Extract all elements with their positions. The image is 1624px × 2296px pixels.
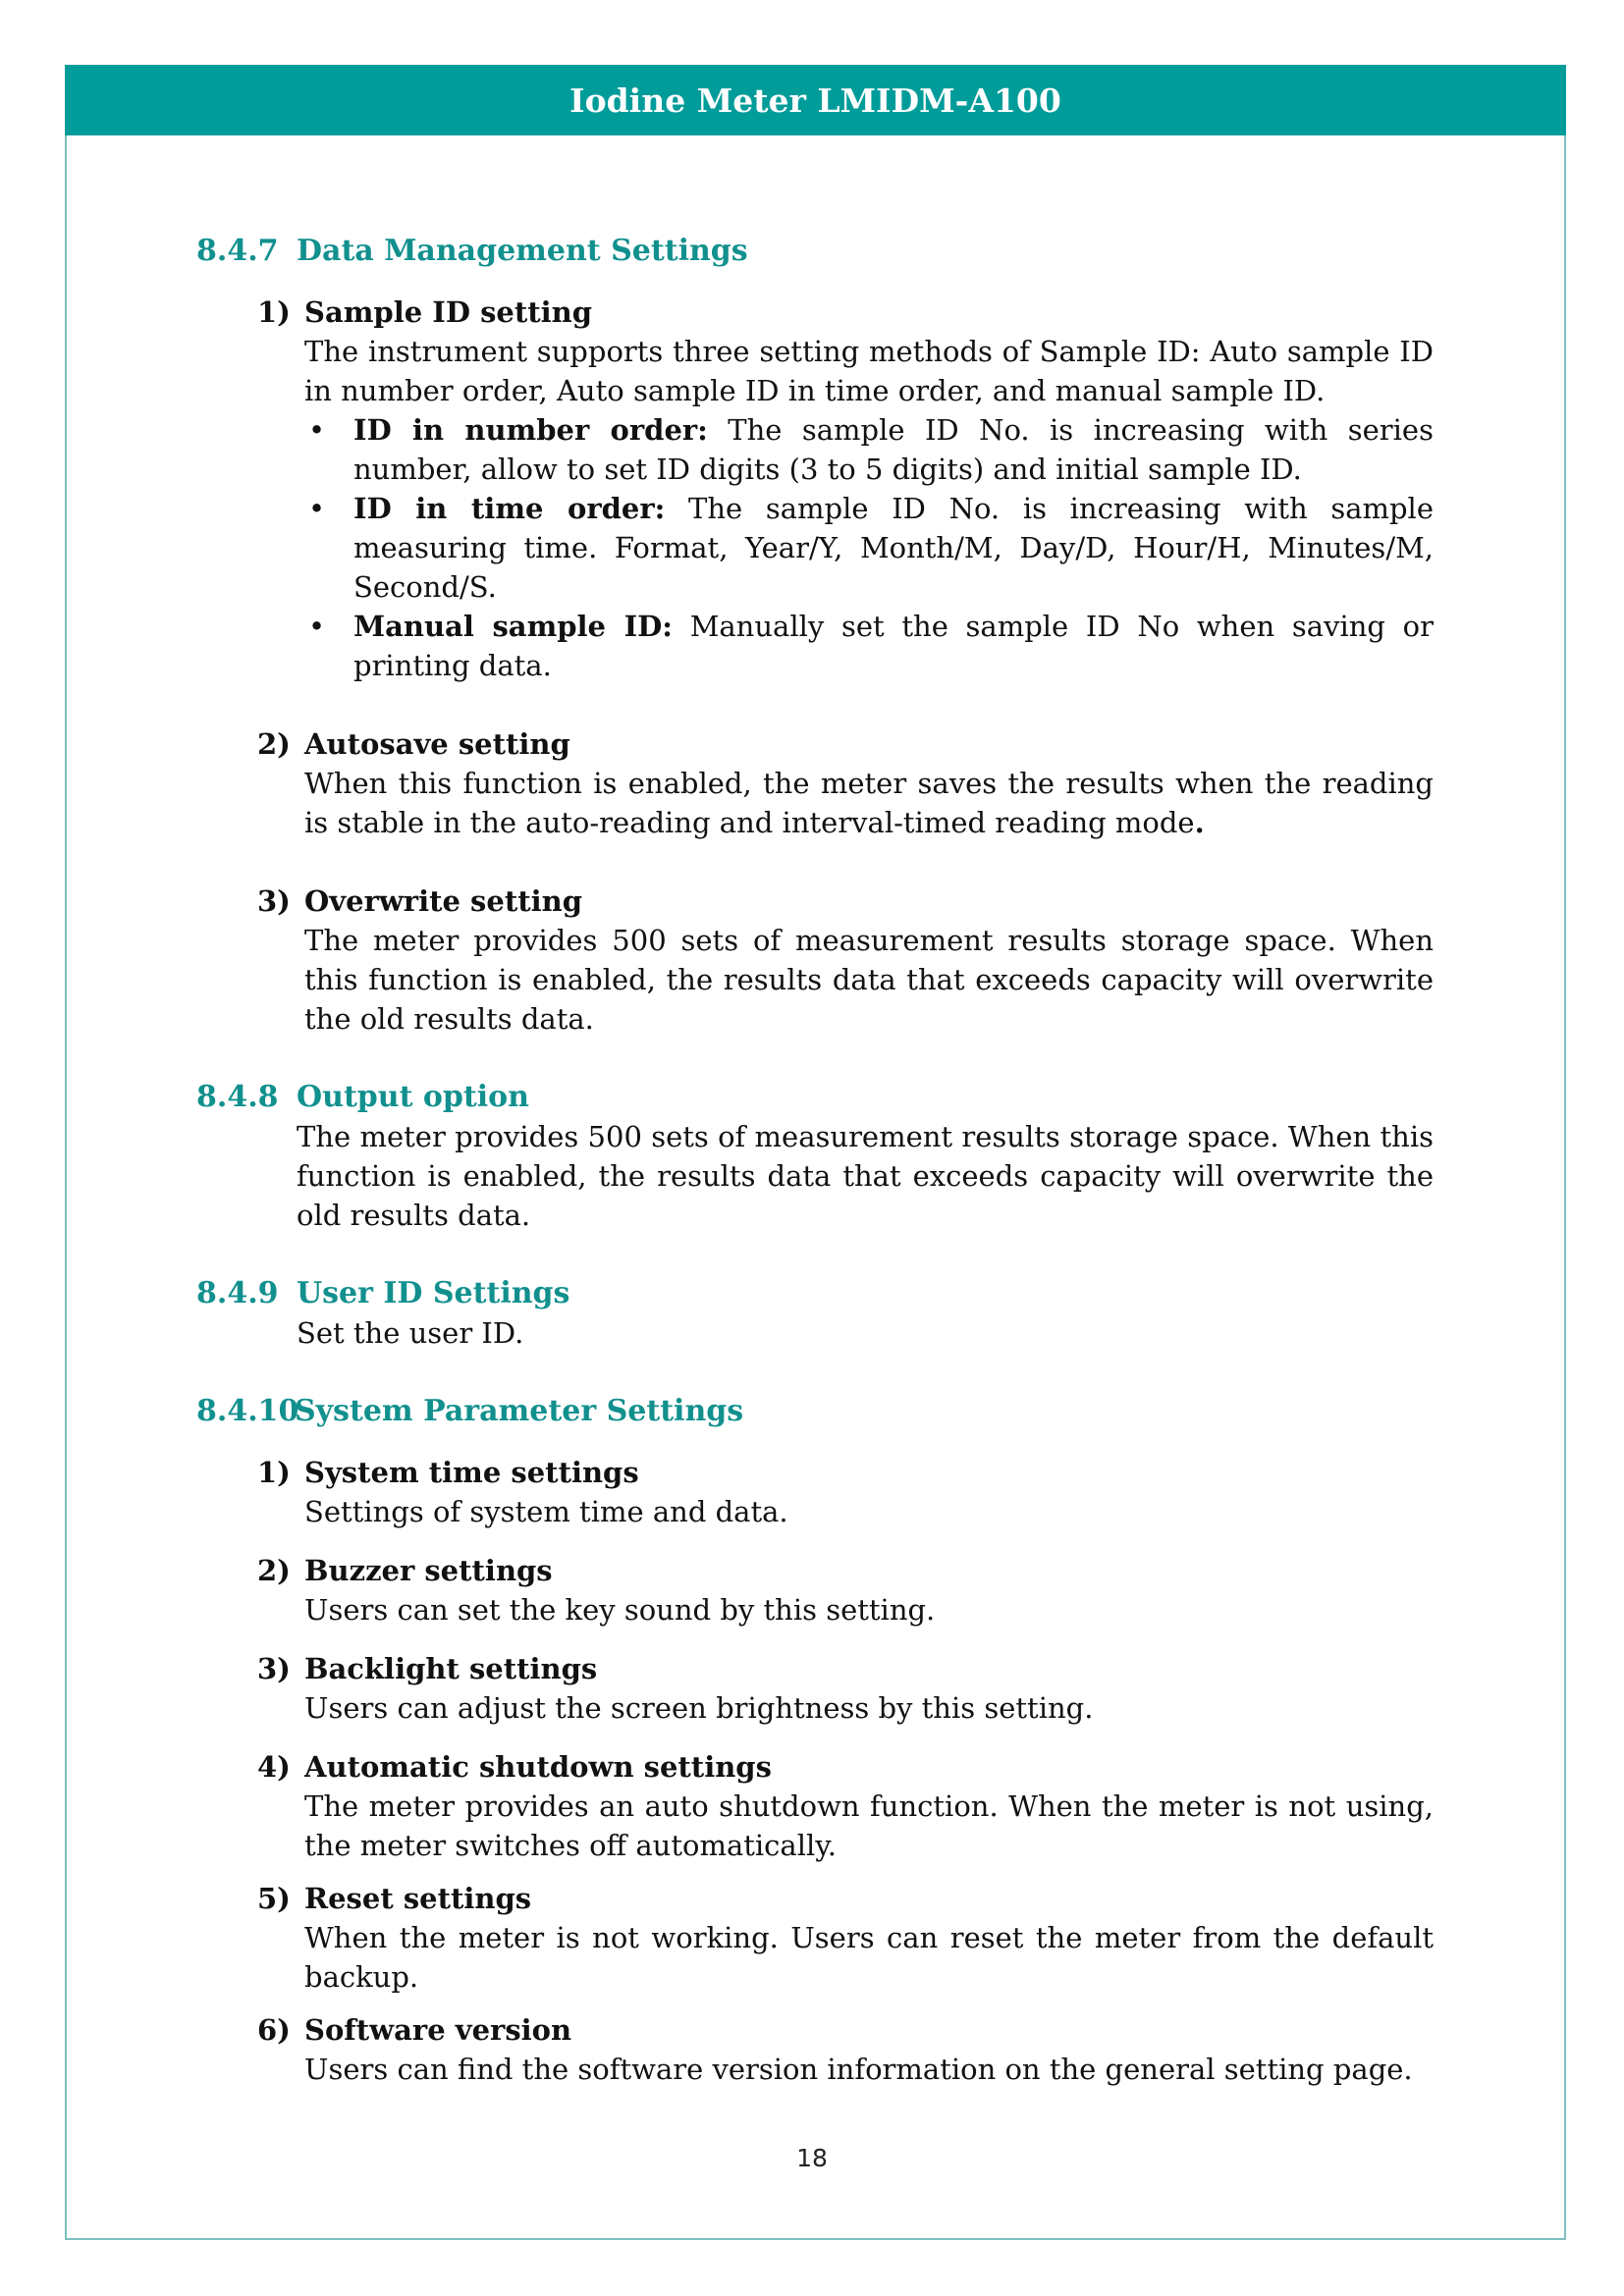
- list-item: [257, 293, 1434, 685]
- data-management-list: [257, 293, 1434, 1039]
- item-title: System time settings: [304, 1456, 639, 1489]
- item-number: 2): [257, 727, 291, 761]
- item-body: Users can adjust the screen brightness by this setting.: [304, 1691, 1094, 1725]
- section-number: 8.4.9: [196, 1276, 279, 1310]
- page-number: 18: [796, 2144, 828, 2172]
- document-body: [196, 232, 1434, 2089]
- bullet-icon: •: [308, 413, 326, 447]
- item-title: Sample ID setting: [304, 295, 593, 329]
- item-number: 1): [257, 295, 291, 329]
- item-number: 3): [257, 884, 291, 918]
- list-item: [257, 1551, 1434, 1629]
- section-number: 8.4.7: [196, 234, 279, 268]
- bullet-text: Manually set the sample ID No when saving or printing data.: [353, 610, 1434, 682]
- section-title: System Parameter Settings: [295, 1394, 744, 1428]
- item-body: [304, 764, 1434, 842]
- item-title: Automatic shutdown settings: [304, 1750, 772, 1784]
- item-body: Users can set the key sound by this setting.: [304, 1593, 936, 1627]
- bullet-label: ID in number order:: [353, 413, 708, 447]
- section-body: Set the user ID.: [297, 1316, 524, 1350]
- section-number: 8.4.10: [196, 1394, 299, 1428]
- item-body: The instrument supports three setting methods of Sample ID: Auto sample ID in number order, Auto sample ID in time order, and manual sample ID.: [304, 335, 1434, 407]
- item-number: 1): [257, 1456, 291, 1489]
- bullet-list: [304, 410, 1434, 685]
- bullet-item: [304, 607, 1434, 685]
- item-number: 6): [257, 2013, 291, 2047]
- section-body: The meter provides 500 sets of measurement results storage space. When this function is enabled, the results data that exceeds capacity will overwrite the old results data.: [297, 1120, 1434, 1232]
- bullet-label: Manual sample ID:: [353, 610, 673, 643]
- header-title: Iodine Meter LMIDM-A100: [569, 80, 1061, 120]
- item-title: Overwrite setting: [304, 884, 582, 918]
- item-title: Reset settings: [304, 1882, 532, 1915]
- item-title: Buzzer settings: [304, 1554, 553, 1587]
- list-item: [257, 1879, 1434, 1997]
- item-number: 3): [257, 1652, 291, 1685]
- section-heading-8-4-7: [196, 232, 1434, 271]
- section-number: 8.4.8: [196, 1080, 279, 1114]
- system-parameter-list: [257, 1453, 1434, 2089]
- bullet-item: [304, 410, 1434, 489]
- section-heading-8-4-8: [196, 1078, 1434, 1117]
- header-banner: [65, 65, 1566, 135]
- item-body: When the meter is not working. Users can reset the meter from the default backup.: [304, 1921, 1434, 1994]
- list-item: [257, 881, 1434, 1039]
- bullet-icon: •: [308, 610, 326, 643]
- item-body: The meter provides an auto shutdown function. When the meter is not using, the meter switches off automatically.: [304, 1789, 1434, 1862]
- item-body-text: When this function is enabled, the meter saves the results when the reading is stable in the auto-reading and interval-timed reading mode: [304, 767, 1434, 839]
- bullet-label: ID in time order:: [353, 492, 666, 525]
- item-number: 4): [257, 1750, 291, 1784]
- item-number: 5): [257, 1882, 291, 1915]
- item-title: Backlight settings: [304, 1652, 598, 1685]
- item-title: Autosave setting: [304, 727, 570, 761]
- section-heading-8-4-9: [196, 1274, 1434, 1313]
- section-title: User ID Settings: [297, 1276, 570, 1310]
- item-body: The meter provides 500 sets of measurement results storage space. When this function is enabled, the results data that exceeds capacity will overwrite the old results data.: [304, 924, 1434, 1036]
- list-item: [257, 1453, 1434, 1531]
- item-body: Settings of system time and data.: [304, 1495, 788, 1528]
- item-body: Users can find the software version information on the general setting page.: [304, 2053, 1413, 2086]
- list-item: [257, 724, 1434, 842]
- bullet-item: [304, 489, 1434, 607]
- section-title: Output option: [297, 1080, 529, 1114]
- section-heading-8-4-10: [196, 1392, 1434, 1431]
- bullet-text: The sample ID No. is increasing with series number, allow to set ID digits (3 to 5 digits) and initial sample ID.: [353, 413, 1434, 486]
- section-title: Data Management Settings: [297, 234, 748, 268]
- bullet-icon: •: [308, 492, 326, 525]
- item-body-period: .: [1194, 806, 1205, 839]
- list-item: [257, 2010, 1434, 2089]
- bullet-text: The sample ID No. is increasing with sample measuring time. Format, Year/Y, Month/M, Day/D, Hour/H, Minutes/M, Second/S.: [353, 492, 1434, 604]
- list-item: [257, 1747, 1434, 1865]
- item-number: 2): [257, 1554, 291, 1587]
- item-title: Software version: [304, 2013, 572, 2047]
- list-item: [257, 1649, 1434, 1728]
